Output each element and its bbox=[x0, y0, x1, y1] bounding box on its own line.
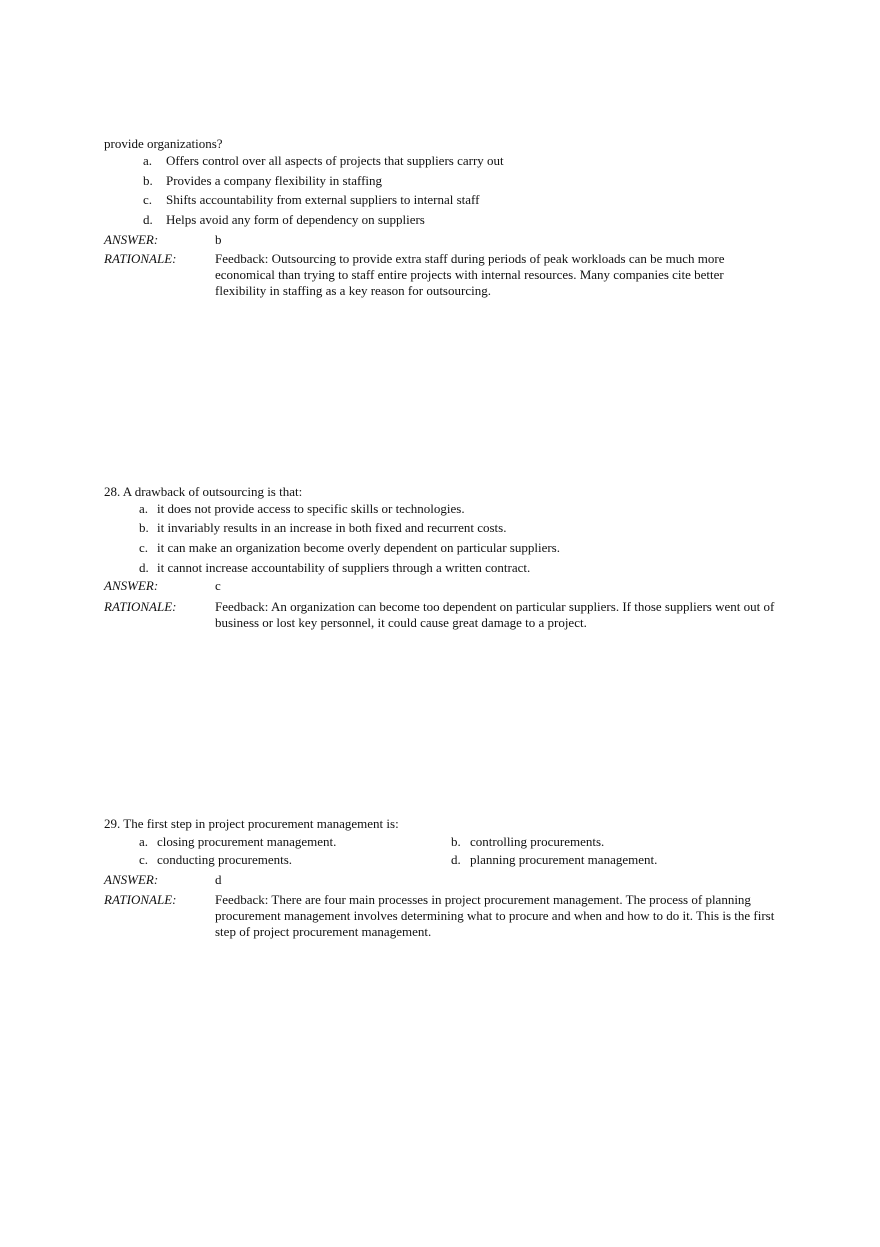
option-text: it cannot increase accountability of suppliers through a written contract. bbox=[157, 560, 531, 575]
q29-option-c bbox=[139, 852, 293, 868]
option-letter: a. bbox=[139, 501, 149, 516]
q27-rationale-text: Feedback: Outsourcing to provide extra staff during periods of peak workloads can be much more economical than trying to staff entire projects with internal resources. Many companies cite better flexibility in staffing as a key reason for outsourcing. bbox=[215, 251, 725, 298]
q27-answer-value: b bbox=[215, 232, 222, 247]
q27-answer-label: ANSWER: bbox=[104, 232, 159, 247]
option-text: Helps avoid any form of dependency on suppliers bbox=[166, 212, 425, 227]
option-text: it can make an organization become overly dependent on particular suppliers. bbox=[157, 540, 560, 555]
q29-option-b bbox=[451, 834, 605, 850]
q27-option-d bbox=[143, 212, 425, 228]
q28-stem: 28. A drawback of outsourcing is that: bbox=[104, 484, 303, 499]
option-letter: b. bbox=[451, 834, 461, 849]
q28-rationale-text: Feedback: An organization can become too dependent on particular suppliers. If those suppliers went out of business or lost key personnel, it could cause great damage to a project. bbox=[215, 599, 775, 630]
option-text: Shifts accountability from external suppliers to internal staff bbox=[166, 192, 480, 207]
q27-option-c bbox=[143, 192, 480, 208]
option-text: controlling procurements. bbox=[470, 834, 605, 849]
option-text: Offers control over all aspects of projects that suppliers carry out bbox=[166, 153, 504, 168]
option-letter: b. bbox=[139, 520, 149, 535]
q29-rationale-text: Feedback: There are four main processes in project procurement management. The process of planning procurement management involves determining what to procure and when and how to do it. This is the first step of project procurement management. bbox=[215, 892, 775, 939]
option-text: closing procurement management. bbox=[157, 834, 337, 849]
option-letter: b. bbox=[143, 173, 153, 188]
option-text: planning procurement management. bbox=[470, 852, 658, 867]
q28-answer-label: ANSWER: bbox=[104, 578, 159, 593]
q28-answer-value: c bbox=[215, 578, 221, 593]
q29-stem: 29. The first step in project procurement management is: bbox=[104, 816, 399, 831]
q29-option-d bbox=[451, 852, 658, 868]
q28-option-c bbox=[139, 540, 560, 556]
q28-rationale-label: RATIONALE: bbox=[104, 599, 177, 614]
option-letter: c. bbox=[139, 540, 149, 555]
q27-rationale-label: RATIONALE: bbox=[104, 251, 177, 266]
q29-answer-label: ANSWER: bbox=[104, 872, 159, 887]
q29-option-a bbox=[139, 834, 337, 850]
q28-option-b bbox=[139, 520, 507, 536]
option-letter: c. bbox=[143, 192, 153, 207]
option-letter: d. bbox=[139, 560, 149, 575]
option-letter: c. bbox=[139, 852, 149, 867]
option-letter: d. bbox=[451, 852, 461, 867]
q27-option-b bbox=[143, 173, 383, 189]
option-letter: a. bbox=[139, 834, 149, 849]
option-letter: d. bbox=[143, 212, 153, 227]
q28-option-a bbox=[139, 501, 465, 517]
option-text: it does not provide access to specific skills or technologies. bbox=[157, 501, 465, 516]
q27-option-a bbox=[143, 153, 504, 169]
q28-option-d bbox=[139, 560, 531, 576]
q27-stem-continuation: provide organizations? bbox=[104, 136, 223, 151]
option-text: Provides a company flexibility in staffing bbox=[166, 173, 383, 188]
option-text: conducting procurements. bbox=[157, 852, 293, 867]
q29-answer-value: d bbox=[215, 872, 222, 887]
option-text: it invariably results in an increase in both fixed and recurrent costs. bbox=[157, 520, 507, 535]
option-letter: a. bbox=[143, 153, 153, 168]
q29-rationale-label: RATIONALE: bbox=[104, 892, 177, 907]
